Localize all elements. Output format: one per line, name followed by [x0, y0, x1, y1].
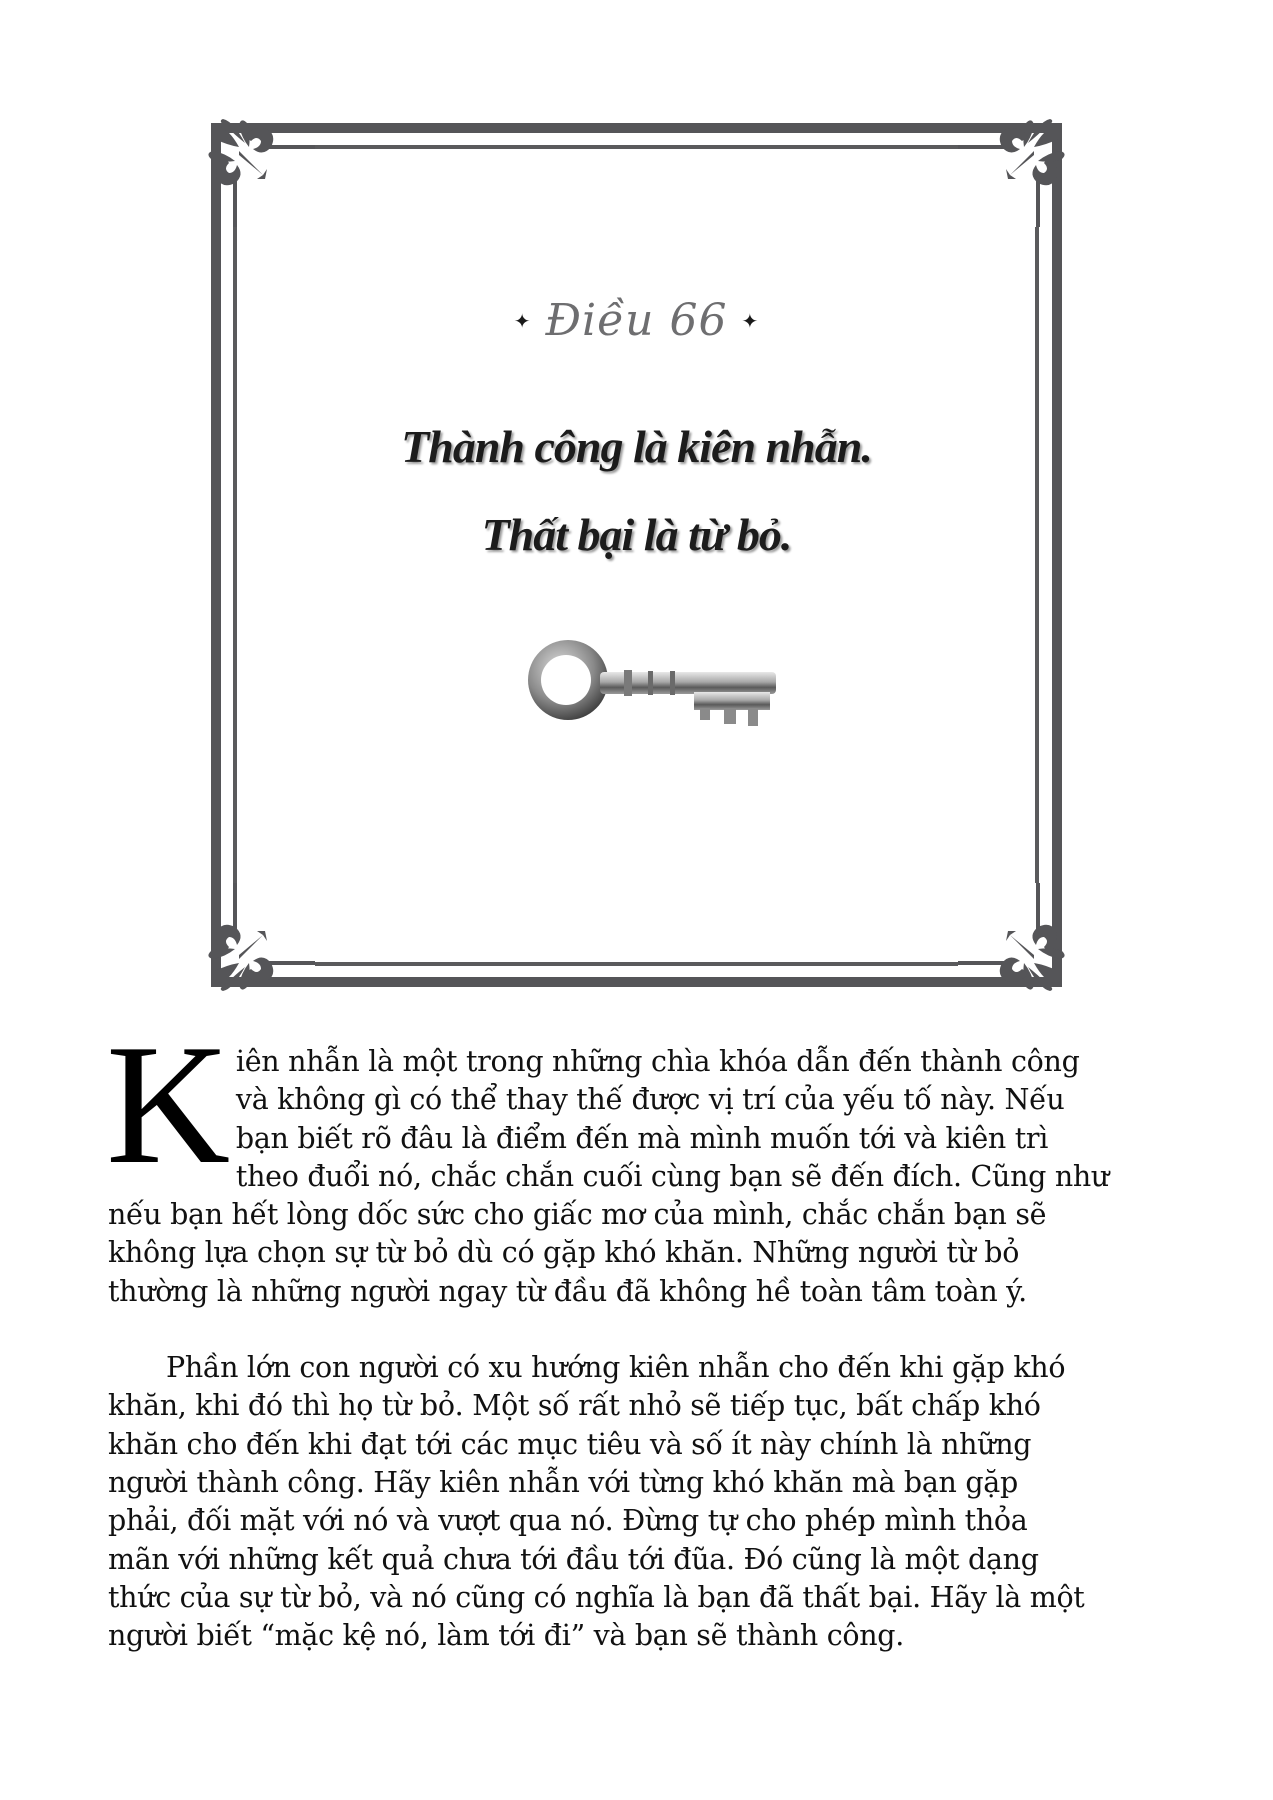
key-icon — [520, 628, 780, 738]
chapter-label: Điều 66 — [545, 295, 728, 346]
text-line: thường là những người ngay từ đầu đã không hề toàn tâm toàn ý. — [108, 1274, 1027, 1308]
text-line: bạn biết rõ đâu là điểm đến mà mình muốn tới và kiên trì — [235, 1121, 1049, 1155]
text-line: Phần lớn con người có xu hướng kiên nhẫn cho đến khi gặp khó — [166, 1351, 1066, 1385]
corner-flourish-icon — [958, 883, 1068, 993]
paragraph-2 — [108, 1349, 1168, 1655]
corner-flourish-icon — [205, 883, 315, 993]
corner-flourish-icon — [205, 117, 315, 227]
diamond-ornament-icon: ✦ — [513, 308, 532, 333]
corner-flourish-icon — [958, 117, 1068, 227]
paragraph-1 — [106, 1010, 1168, 1311]
text-line: và không gì có thể thay thế được vị trí của yếu tố này. Nếu — [235, 1083, 1065, 1117]
text-line: thức của sự từ bỏ, và nó cũng có nghĩa là bạn đã thất bại. Hãy là một — [108, 1580, 1085, 1614]
article-body — [106, 1010, 1168, 1655]
chapter-heading — [0, 294, 1273, 351]
text-line: người thành công. Hãy kiên nhẫn với từng khó khăn mà bạn gặp — [108, 1465, 1018, 1499]
diamond-ornament-icon: ✦ — [741, 308, 760, 333]
text-line: không lựa chọn sự từ bỏ dù có gặp khó khăn. Những người từ bỏ — [108, 1236, 1020, 1270]
text-line: nếu bạn hết lòng dốc sức cho giấc mơ của mình, chắc chắn bạn sẽ — [108, 1198, 1047, 1232]
text-line: người biết “mặc kệ nó, làm tới đi” và bạn sẽ thành công. — [108, 1619, 904, 1653]
text-line: khăn, khi đó thì họ từ bỏ. Một số rất nhỏ sẽ tiếp tục, bất chấp khó — [108, 1389, 1041, 1423]
text-line: mãn với những kết quả chưa tới đầu tới đũa. Đó cũng là một dạng — [108, 1542, 1039, 1576]
text-line: iên nhẫn là một trong những chìa khóa dẫn đến thành công — [235, 1045, 1080, 1078]
headline-line-2: Thất bại là từ bỏ. — [481, 509, 792, 560]
text-line: theo đuổi nó, chắc chắn cuối cùng bạn sẽ đến đích. Cũng như — [235, 1159, 1109, 1193]
headline-line-1: Thành công là kiên nhẫn. — [401, 421, 872, 472]
text-line: phải, đối mặt với nó và vượt qua nó. Đừng tự cho phép mình thỏa — [108, 1504, 1028, 1538]
text-line: khăn cho đến khi đạt tới các mục tiêu và số ít này chính là những — [108, 1427, 1032, 1461]
drop-cap: K — [106, 1010, 230, 1200]
